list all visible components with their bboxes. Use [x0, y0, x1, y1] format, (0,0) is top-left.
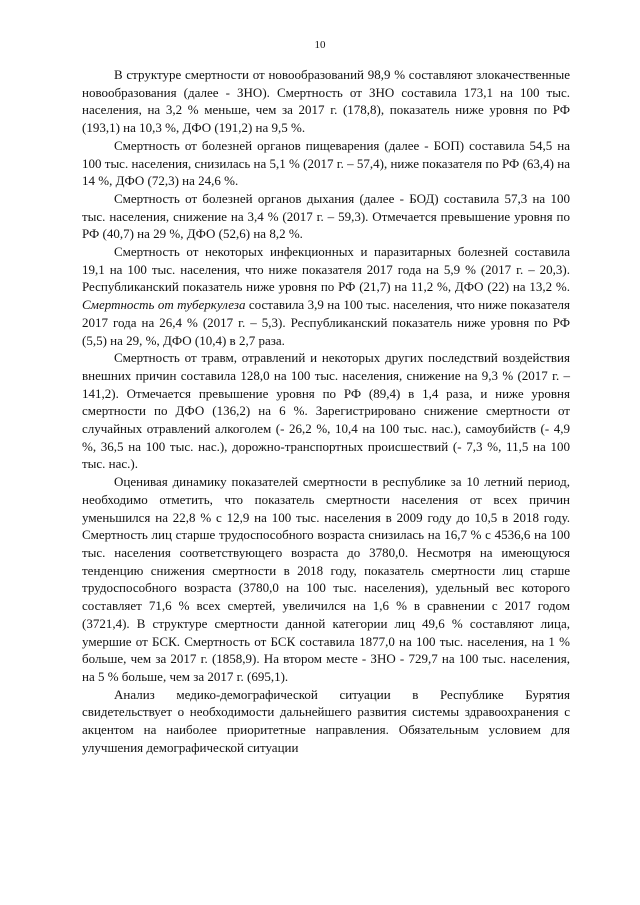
infectious-text-end: составила 3,9 на 100 тыс. населения, что ниже показателя 2017 года на 26,4 % (2017 г. – 5,3). Республиканский показатель ниже уровня по РФ (5,5) на 29, %, ДФО (10,4) в 2,7 раза.: [82, 297, 570, 348]
paragraph-external-causes-mortality: Смертность от травм, отравлений и некоторых других последствий воздействия внешних причин составила 128,0 на 100 тыс. населения, снижение на 9,3 % (2017 г. – 141,2). Отмечается превышение уровня по РФ (89,4) в 1,4 раза, и ниже уровня смертности по ДФО (136,2) на 6 %. Зарегистрировано снижение смертности от случайных отравлений алкоголем (- 26,2 %, 10,4 на 100 тыс. нас.), самоубийств (- 4,9 %, 36,5 на 100 тыс. нас.), дорожно-транспортных происшествий (- 7,3 %, 11,5 на 100 тыс. нас.).: [82, 350, 570, 472]
infectious-text-start: Смертность от некоторых инфекционных и паразитарных болезней составила 19,1 на 100 тыс. населения, что ниже показателя 2017 года на 5,9 % (2017 г. – 20,3). Республиканский показатель ниже уровня по РФ (21,7) на 11,2 %, ДФО (22) на 13,2 %.: [82, 244, 570, 295]
paragraph-demographic-analysis: Анализ медико-демографической ситуации в Республике Бурятия свидетельствует о необходимости дальнейшего развития системы здравоохранения с акцентом на наиболее приоритетные направления. Обязательным условием для улучшения демографической ситуации: [82, 686, 570, 755]
paragraph-digestive-mortality: Смертность от болезней органов пищеварения (далее - БОП) составила 54,5 на 100 тыс. населения, снизилась на 5,1 % (2017 г. – 57,4), ниже показателя по РФ (63,4) на 14 %, ДФО (72,3) на 24,6 %.: [82, 137, 570, 189]
paragraph-infectious-mortality: [82, 243, 570, 349]
paragraph-ten-year-dynamics: Оценивая динамику показателей смертности в республике за 10 летний период, необходимо отметить, что показатель смертности населения от всех причин уменьшился на 22,8 % с 12,9 на 100 тыс. населения в 2009 году до 10,5 в 2018 году. Смертность лиц старше трудоспособного возраста снизилась на 16,7 % с 4536,6 на 100 тыс. населения соответствующего возраста до 3780,0. Несмотря на имеющуюся тенденцию снижения смертности в 2018 году, показатель смертности лиц старше трудоспособного возраста (3780,0 на 100 тыс. населения), удельный вес которого составляет 71,6 % всех смертей, увеличился на 1,6 % в сравнении с 2017 годом (3721,4). В структуре смертности данной категории лиц 49,6 % составляют лица, умершие от БСК. Смертность от БСК составила 1877,0 на 100 тыс. населения, на 1 % больше, чем за 2017 г. (1858,9). На втором месте - ЗНО - 729,7 на 100 тыс. населения, на 5 % больше, чем за 2017 г. (695,1).: [82, 474, 570, 684]
paragraph-respiratory-mortality: Смертность от болезней органов дыхания (далее - БОД) составила 57,3 на 100 тыс. населения, снижение на 3,4 % (2017 г. – 59,3). Отмечается превышение уровня по РФ (40,7) на 29 %, ДФО (52,6) на 8,2 %.: [82, 190, 570, 242]
paragraph-neoplasms-mortality: В структуре смертности от новообразований 98,9 % составляют злокачественные новообразования (далее - ЗНО). Смертность от ЗНО составила 173,1 на 100 тыс. населения, на 3,2 % меньше, чем за 2017 г. (178,8), показатель ниже уровня по РФ (193,1) на 10,3 %, ДФО (191,2) на 9,5 %.: [82, 67, 570, 136]
tuberculosis-mortality-emphasis: Смертность от туберкулеза: [82, 297, 246, 313]
page-number: 10: [314, 39, 326, 51]
document-body: [82, 66, 570, 756]
